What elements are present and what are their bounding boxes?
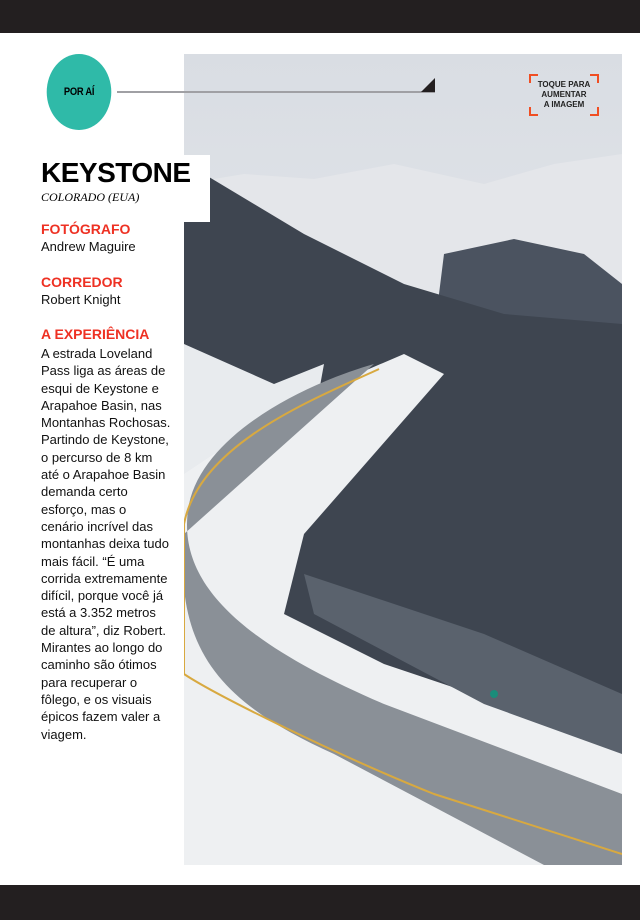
corner-icon: [529, 74, 538, 83]
tap-line-2: AUMENTAR: [541, 90, 587, 99]
photo-snowy-road[interactable]: [184, 54, 622, 865]
tap-line-1: TOQUE PARA: [537, 80, 591, 89]
corner-icon: [590, 107, 599, 116]
divider-line: [117, 91, 435, 93]
location-subtitle: COLORADO (EUA): [41, 190, 140, 204]
photographer-name: Andrew Maguire: [41, 239, 136, 254]
tap-line-3: A IMAGEM: [543, 100, 585, 109]
experience-label: A EXPERIÊNCIA: [41, 326, 150, 342]
photographer-label: FOTÓGRAFO: [41, 221, 131, 237]
runner-name: Robert Knight: [41, 292, 121, 307]
runner-label: CORREDOR: [41, 274, 123, 290]
section-badge: POR AÍ: [47, 54, 112, 130]
top-bar: [0, 0, 640, 33]
corner-icon: [590, 74, 599, 83]
experience-text: A estrada Loveland Pass liga as áreas de esqui de Keystone e Arapahoe Basin, nas Montanhas Rochosas. Partindo de Keystone, o percurso de 8 km até o Arapahoe Basin demanda certo esforço, mas o cenário incrível das montanhas deixa tudo mais fácil. “É uma corrida extremamente difícil, porque você já está a 3.352 metros de altura”, diz Robert. Mirantes ao longo do caminho são ótimos para recuperar o fôlego, e os visuais épicos fazem valer a viagem.: [41, 346, 171, 742]
page-title: KEYSTONE: [41, 157, 191, 188]
line-end-triangle: [421, 78, 435, 92]
tap-to-enlarge-button[interactable]: [529, 74, 599, 116]
corner-icon: [529, 107, 538, 116]
runner: [490, 690, 498, 698]
bottom-bar: [0, 885, 640, 920]
